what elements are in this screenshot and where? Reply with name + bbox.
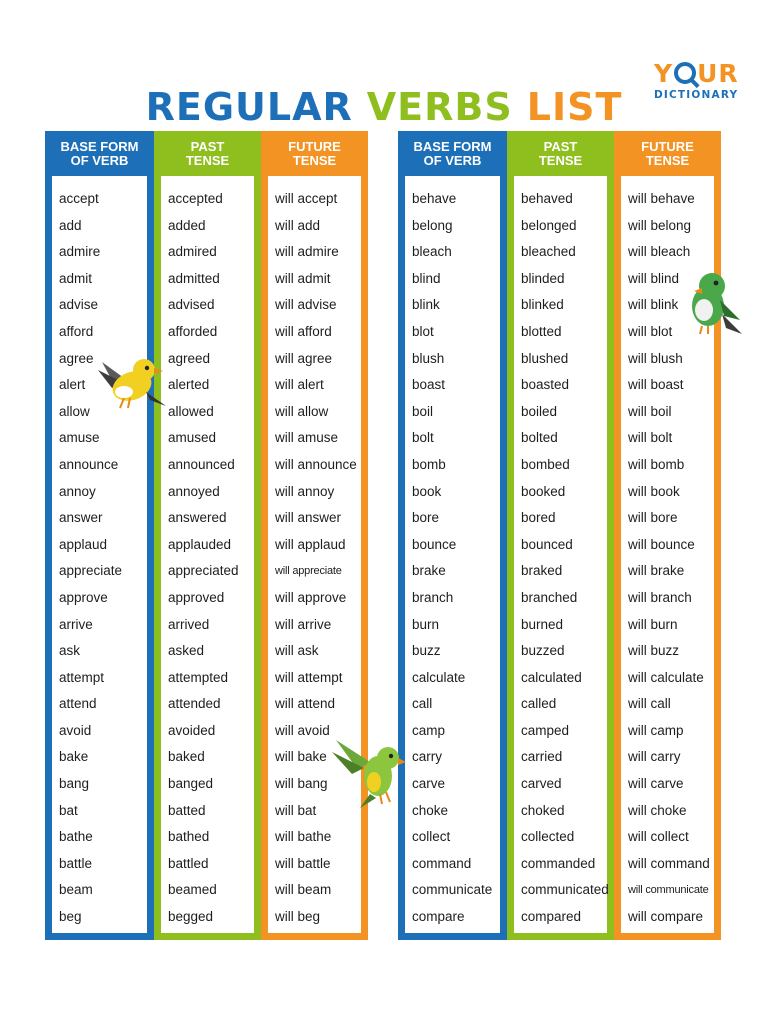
header-base-form: BASE FORM OF VERB bbox=[413, 139, 492, 168]
verb-cell: boasted bbox=[521, 377, 570, 393]
verb-cell: will annoy bbox=[275, 483, 335, 499]
verb-cell: applaud bbox=[59, 536, 108, 552]
verb-cell: add bbox=[59, 217, 82, 233]
verb-cell: appreciated bbox=[168, 563, 239, 579]
verb-cell: attempted bbox=[168, 669, 229, 685]
verb-cell: boil bbox=[412, 403, 434, 419]
verb-cell: will camp bbox=[628, 722, 684, 738]
verb-cell: will bolt bbox=[628, 430, 673, 446]
verb-cell: burn bbox=[412, 616, 440, 632]
verb-cell: amuse bbox=[59, 430, 100, 446]
verb-cell: allow bbox=[59, 403, 90, 419]
verb-cell: will belong bbox=[628, 217, 692, 233]
green-parrot-icon bbox=[330, 730, 410, 810]
verb-cell: will blink bbox=[628, 297, 679, 313]
verb-cell: will carve bbox=[628, 776, 684, 792]
verb-cell: will bomb bbox=[628, 456, 685, 472]
verb-cell: alert bbox=[59, 377, 86, 393]
verb-list bbox=[514, 176, 607, 931]
verb-cell: approved bbox=[168, 589, 225, 605]
verb-cell: branched bbox=[521, 589, 578, 605]
verb-cell: bore bbox=[412, 510, 440, 526]
verb-cell: collect bbox=[412, 829, 451, 845]
verb-cell: bolted bbox=[521, 430, 558, 446]
verb-cell: will approve bbox=[275, 589, 347, 605]
page-title bbox=[0, 84, 768, 130]
verb-cell: behaved bbox=[521, 191, 573, 206]
left-past-column bbox=[154, 131, 261, 940]
header-future-tense: FUTURE TENSE bbox=[641, 139, 694, 168]
verb-cell: will amuse bbox=[275, 430, 339, 446]
verb-cell: announce bbox=[59, 456, 119, 472]
verb-cell: will choke bbox=[628, 802, 687, 818]
verb-cell: buzz bbox=[412, 643, 441, 659]
verb-cell: will add bbox=[275, 217, 321, 233]
verb-cell: will blot bbox=[628, 323, 673, 339]
verb-cell: bomb bbox=[412, 456, 446, 472]
yellow-bird-icon bbox=[94, 348, 168, 414]
header-base-form: BASE FORM OF VERB bbox=[60, 139, 139, 168]
verb-cell: will bat bbox=[275, 802, 317, 818]
verb-cell: appreciate bbox=[59, 563, 123, 579]
verb-cell: bored bbox=[521, 510, 556, 526]
verb-cell: will avoid bbox=[275, 722, 330, 738]
verb-cell: will appreciate bbox=[275, 565, 342, 578]
verb-cell: bombed bbox=[521, 456, 570, 472]
verb-cell: annoyed bbox=[168, 483, 220, 499]
verb-cell: will beam bbox=[275, 882, 332, 898]
verb-cell: beamed bbox=[168, 882, 217, 898]
verb-cell: will battle bbox=[275, 855, 331, 871]
verb-cell: will bang bbox=[275, 776, 328, 792]
verb-cell: collected bbox=[521, 829, 575, 845]
verb-cell: bang bbox=[59, 776, 90, 792]
verb-cell: afford bbox=[59, 323, 94, 339]
verb-cell: communicated bbox=[521, 882, 609, 898]
magnifier-icon bbox=[674, 62, 696, 84]
verb-cell: boast bbox=[412, 377, 446, 393]
verb-cell: will arrive bbox=[275, 616, 332, 632]
verb-cell: will attend bbox=[275, 696, 336, 712]
verb-cell: choked bbox=[521, 802, 565, 818]
verb-cell: burned bbox=[521, 616, 564, 632]
verb-cell: will bake bbox=[275, 749, 327, 765]
verb-cell: will advise bbox=[275, 297, 337, 313]
verb-cell: accept bbox=[59, 191, 99, 206]
verb-cell: attended bbox=[168, 696, 221, 712]
verb-cell: will admit bbox=[275, 270, 331, 286]
verb-cell: will ask bbox=[275, 643, 319, 659]
verb-cell: will announce bbox=[275, 456, 357, 472]
verb-cell: will boil bbox=[628, 403, 672, 419]
verb-cell: attempt bbox=[59, 669, 105, 685]
verb-cell: ask bbox=[59, 643, 81, 659]
verb-list bbox=[161, 176, 254, 931]
verb-cell: admired bbox=[168, 244, 217, 260]
verb-cell: branch bbox=[412, 589, 454, 605]
verb-cell: will carry bbox=[628, 749, 681, 765]
verb-cell: beam bbox=[59, 882, 93, 898]
verb-cell: carry bbox=[412, 749, 442, 765]
verb-cell: camped bbox=[521, 722, 570, 738]
verb-cell: will accept bbox=[275, 191, 338, 206]
verb-cell: will bore bbox=[628, 510, 678, 526]
verb-cell: compare bbox=[412, 909, 465, 925]
verb-cell: afforded bbox=[168, 323, 218, 339]
verb-cell: annoy bbox=[59, 483, 96, 499]
verb-cell: blink bbox=[412, 297, 440, 313]
verb-cell: will applaud bbox=[275, 536, 346, 552]
verb-cell: agreed bbox=[168, 350, 211, 366]
verb-cell: booked bbox=[521, 483, 566, 499]
header-future-tense: FUTURE TENSE bbox=[288, 139, 341, 168]
verb-cell: blinked bbox=[521, 297, 564, 313]
verb-cell: allowed bbox=[168, 403, 214, 419]
verb-cell: will blush bbox=[628, 350, 683, 366]
verb-cell: will agree bbox=[275, 350, 333, 366]
verb-cell: applauded bbox=[168, 536, 232, 552]
verb-cell: banged bbox=[168, 776, 214, 792]
verb-cell: will call bbox=[628, 696, 671, 712]
verb-cell: will book bbox=[628, 483, 680, 499]
verb-cell: called bbox=[521, 696, 557, 712]
verb-cell: book bbox=[412, 483, 442, 499]
verb-cell: amused bbox=[168, 430, 217, 446]
verb-cell: blushed bbox=[521, 350, 569, 366]
verb-cell: will boast bbox=[628, 377, 684, 393]
verb-cell: will command bbox=[628, 855, 710, 871]
verb-cell: admire bbox=[59, 244, 101, 260]
verb-cell: belong bbox=[412, 217, 453, 233]
verb-cell: will bounce bbox=[628, 536, 695, 552]
verb-cell: braked bbox=[521, 563, 563, 579]
right-past-column bbox=[507, 131, 614, 940]
verb-cell: approve bbox=[59, 589, 108, 605]
verb-cell: beg bbox=[59, 909, 82, 925]
verb-cell: blind bbox=[412, 270, 441, 286]
verb-cell: will collect bbox=[628, 829, 689, 845]
verb-cell: battled bbox=[168, 855, 209, 871]
verb-cell: buzzed bbox=[521, 643, 565, 659]
verb-cell: will brake bbox=[628, 563, 685, 579]
verb-cell: asked bbox=[168, 643, 205, 659]
verb-list bbox=[268, 176, 361, 931]
verb-cell: bounced bbox=[521, 536, 573, 552]
left-base-column bbox=[45, 131, 154, 940]
verb-cell: arrive bbox=[59, 616, 93, 632]
verb-cell: will bleach bbox=[628, 244, 691, 260]
verb-cell: command bbox=[412, 855, 472, 871]
verb-cell: commanded bbox=[521, 855, 596, 871]
verb-cell: avoid bbox=[59, 722, 92, 738]
verb-cell: carved bbox=[521, 776, 562, 792]
verb-cell: admitted bbox=[168, 270, 220, 286]
verb-cell: will afford bbox=[275, 323, 332, 339]
header-past-tense: PAST TENSE bbox=[185, 139, 230, 168]
verb-cell: bleached bbox=[521, 244, 576, 260]
verb-cell: alerted bbox=[168, 377, 210, 393]
green-bird-icon bbox=[684, 266, 744, 338]
verb-cell: bake bbox=[59, 749, 89, 765]
verb-cell: will attempt bbox=[275, 669, 343, 685]
verb-cell: call bbox=[412, 696, 433, 712]
verb-cell: will behave bbox=[628, 191, 695, 206]
verb-cell: agree bbox=[59, 350, 94, 366]
verb-cell: batted bbox=[168, 802, 206, 818]
verb-cell: blot bbox=[412, 323, 434, 339]
yourdictionary-logo[interactable] bbox=[654, 60, 750, 110]
verb-cell: carried bbox=[521, 749, 563, 765]
verb-cell: will beg bbox=[275, 909, 321, 925]
verb-cell: avoided bbox=[168, 722, 216, 738]
title-list: LIST bbox=[526, 85, 623, 129]
verb-cell: will alert bbox=[275, 377, 324, 393]
title-verbs: VERBS bbox=[366, 85, 513, 129]
verb-cell: blush bbox=[412, 350, 445, 366]
logo-wordmark: Y UR bbox=[654, 59, 739, 88]
verb-cell: communicate bbox=[412, 882, 493, 898]
verb-cell: blinded bbox=[521, 270, 565, 286]
title-regular: REGULAR bbox=[145, 85, 353, 129]
verb-cell: behave bbox=[412, 191, 457, 206]
logo-subtitle: DICTIONARY bbox=[654, 89, 739, 101]
verb-cell: belonged bbox=[521, 217, 577, 233]
verb-cell: added bbox=[168, 217, 206, 233]
verb-cell: compared bbox=[521, 909, 582, 925]
verb-cell: calculated bbox=[521, 669, 582, 685]
verb-cell: bat bbox=[59, 802, 78, 818]
verb-cell: bolt bbox=[412, 430, 434, 446]
verb-cell: baked bbox=[168, 749, 205, 765]
verb-cell: bleach bbox=[412, 244, 452, 260]
verb-cell: will buzz bbox=[628, 643, 680, 659]
verb-cell: arrived bbox=[168, 616, 210, 632]
right-base-column bbox=[398, 131, 507, 940]
verb-list bbox=[405, 176, 500, 931]
header-past-tense: PAST TENSE bbox=[538, 139, 583, 168]
verb-cell: brake bbox=[412, 563, 446, 579]
verb-cell: calculate bbox=[412, 669, 466, 685]
verb-cell: will answer bbox=[275, 510, 342, 526]
right-future-column bbox=[614, 131, 721, 940]
verb-cell: will burn bbox=[628, 616, 678, 632]
verb-cell: will admire bbox=[275, 244, 339, 260]
verb-cell: will communicate bbox=[628, 884, 709, 897]
verb-cell: blotted bbox=[521, 323, 562, 339]
verb-cell: answer bbox=[59, 510, 103, 526]
verb-cell: will calculate bbox=[628, 669, 704, 685]
verb-cell: bounce bbox=[412, 536, 457, 552]
verb-cell: attend bbox=[59, 696, 97, 712]
verb-cell: admit bbox=[59, 270, 93, 286]
verb-cell: boiled bbox=[521, 403, 558, 419]
verb-cell: will compare bbox=[628, 909, 704, 925]
verb-cell: will branch bbox=[628, 589, 692, 605]
verb-cell: carve bbox=[412, 776, 446, 792]
left-future-column bbox=[261, 131, 368, 940]
verb-cell: begged bbox=[168, 909, 214, 925]
verb-cell: will bathe bbox=[275, 829, 332, 845]
verb-cell: bathe bbox=[59, 829, 93, 845]
verb-cell: bathed bbox=[168, 829, 210, 845]
verb-cell: will blind bbox=[628, 270, 680, 286]
verb-cell: answered bbox=[168, 510, 227, 526]
verb-cell: advised bbox=[168, 297, 215, 313]
verb-cell: announced bbox=[168, 456, 235, 472]
verb-cell: will allow bbox=[275, 403, 329, 419]
verb-cell: camp bbox=[412, 722, 446, 738]
verb-cell: battle bbox=[59, 855, 93, 871]
verb-list bbox=[52, 176, 147, 931]
verb-cell: choke bbox=[412, 802, 449, 818]
verb-cell: accepted bbox=[168, 191, 223, 206]
verb-cell: advise bbox=[59, 297, 99, 313]
